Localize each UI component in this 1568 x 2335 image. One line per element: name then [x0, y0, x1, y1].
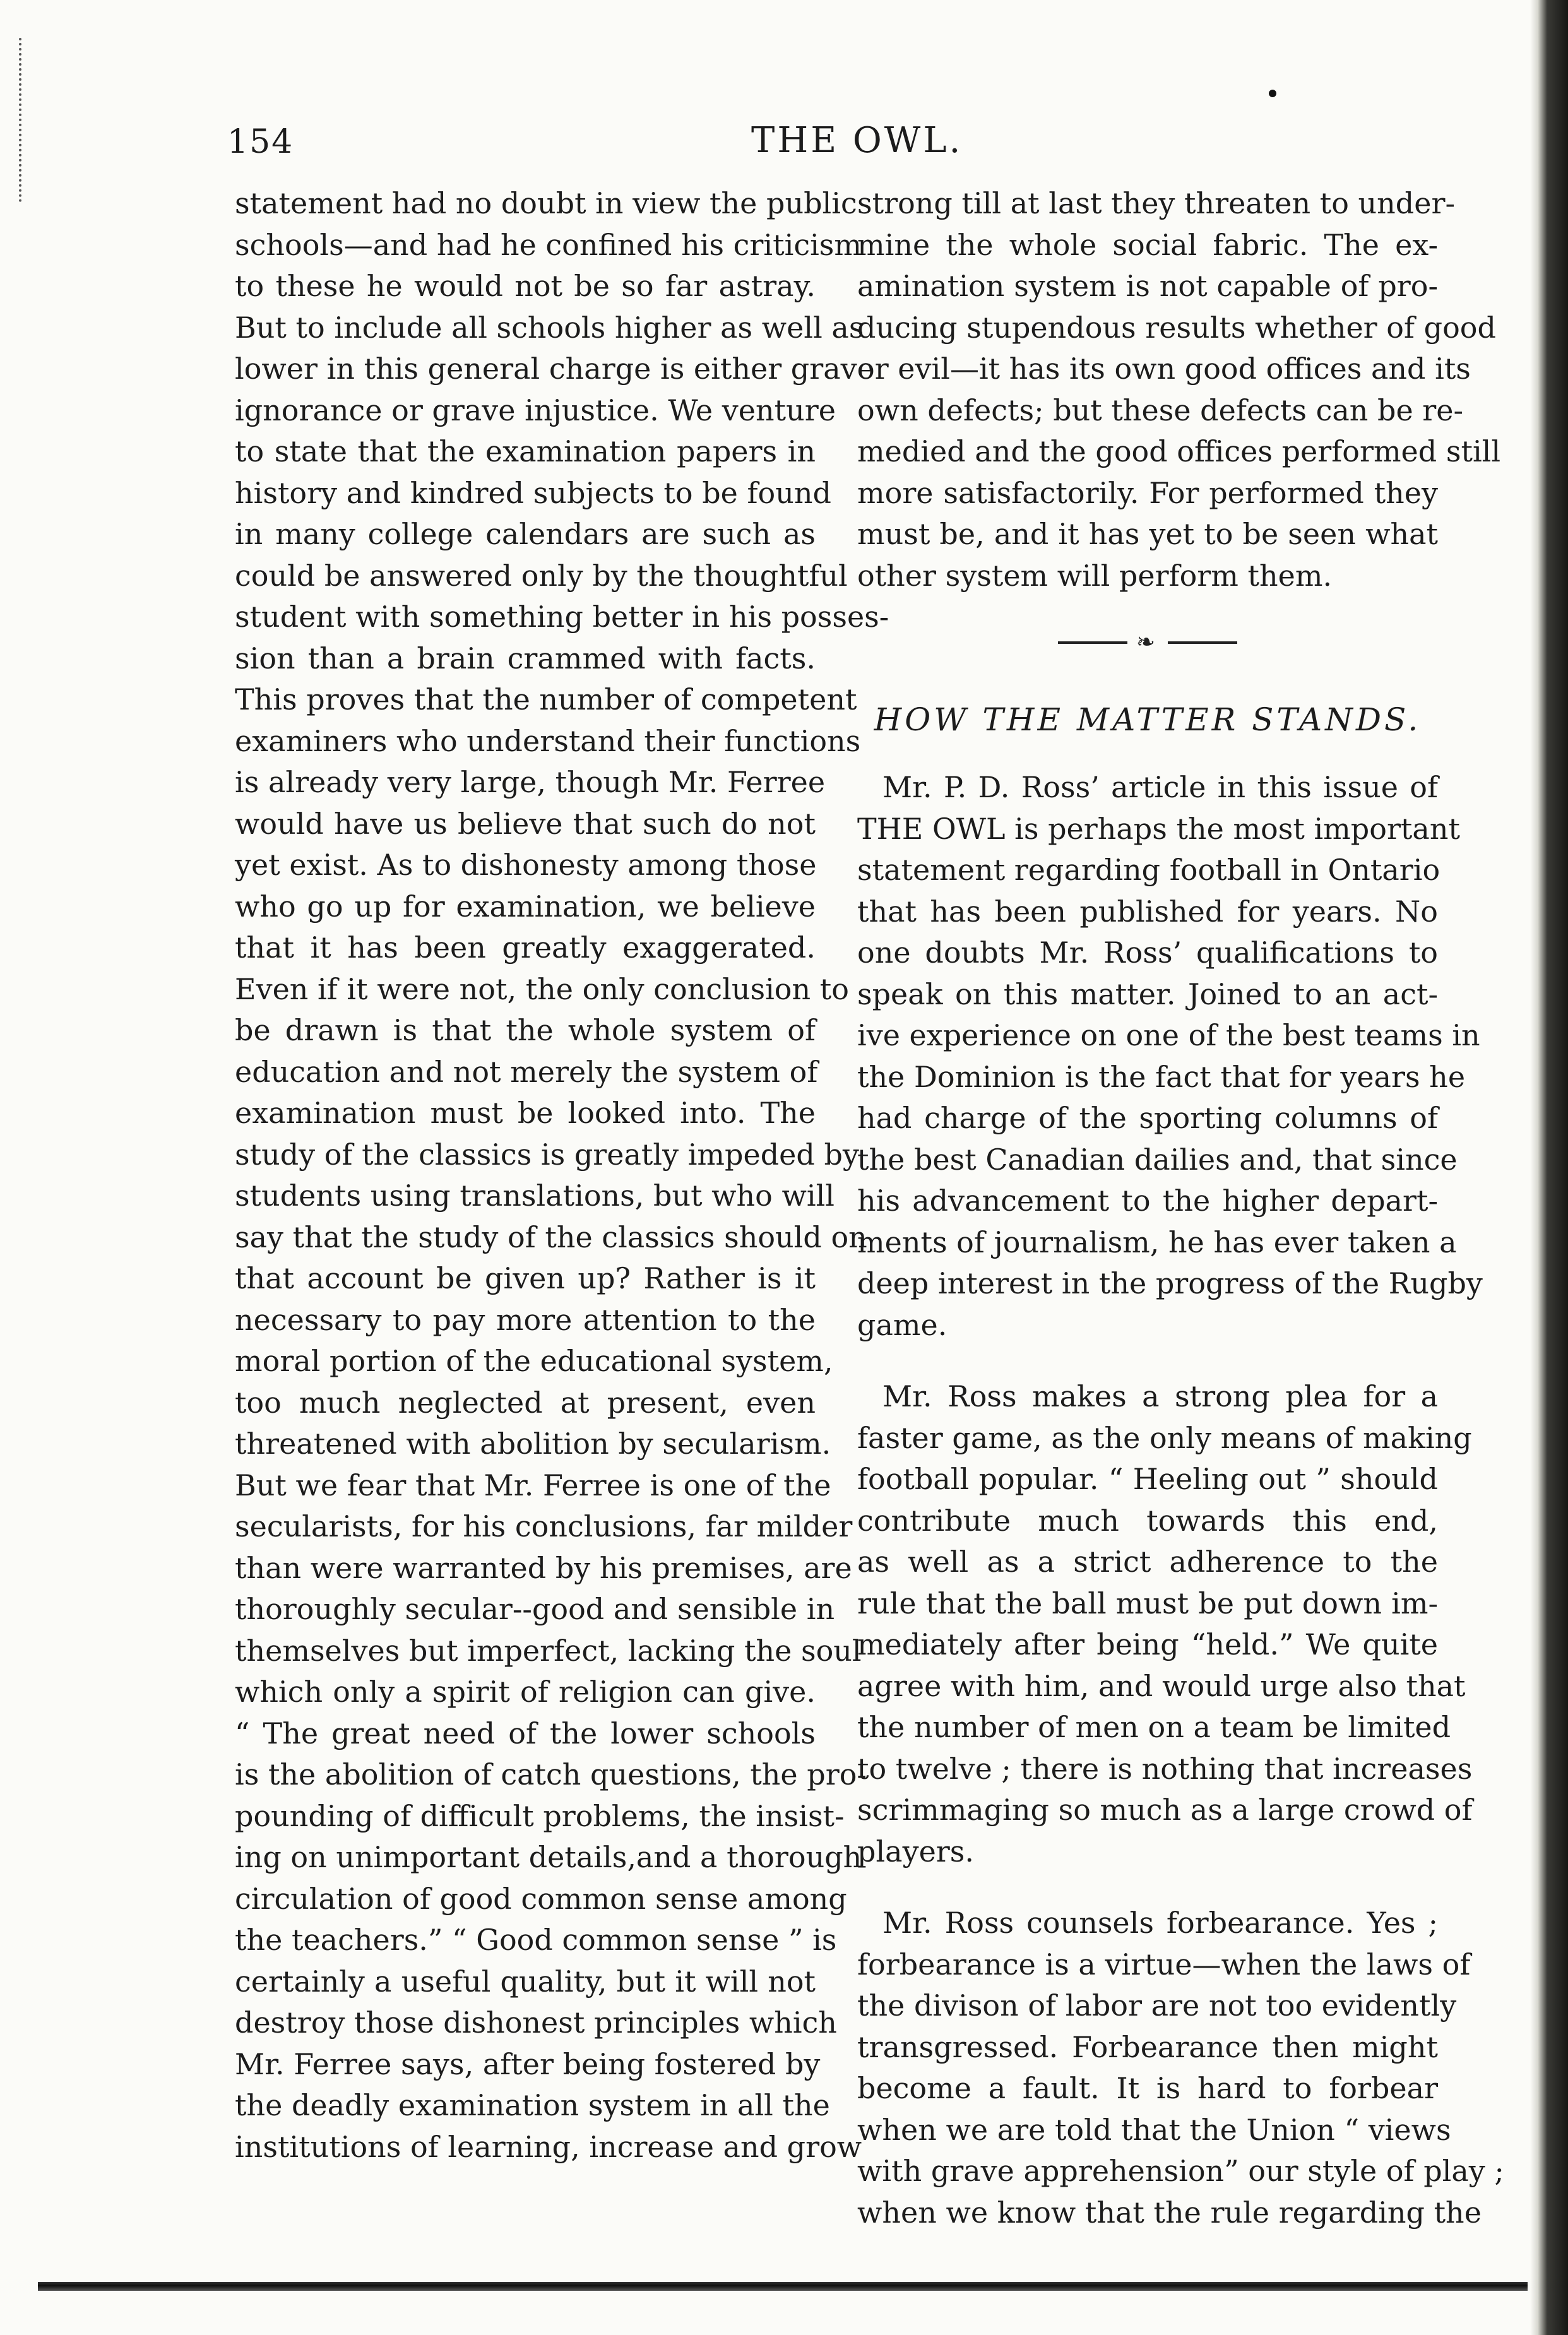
text-line: mine the whole social fabric. The ex-	[857, 227, 1438, 262]
text-line: must be, and it has yet to be seen what	[857, 517, 1438, 551]
text-line: But we fear that Mr. Ferree is one of the	[235, 1468, 831, 1502]
text-line: lower in this general charge is either grave	[235, 352, 874, 386]
text-line: agree with him, and would urge also that	[857, 1668, 1466, 1703]
text-line: examiners who understand their functions	[235, 723, 861, 758]
text-line: would have us believe that such do not	[235, 806, 816, 841]
text-line: secularists, for his conclusions, far milder	[235, 1509, 853, 1543]
text-line: could be answered only by the thoughtful	[235, 558, 848, 593]
text-line: students using translations, but who will	[235, 1179, 835, 1213]
text-line: Mr. Ross makes a strong plea for a	[882, 1379, 1438, 1413]
text-line: study of the classics is greatly impeded by	[235, 1137, 859, 1172]
page-number: 154	[227, 123, 294, 161]
text-line: Mr. Ferree says, after being fostered by	[235, 2047, 821, 2081]
text-line: is the abolition of catch questions, the pro-	[235, 1757, 867, 1791]
text-line: with grave apprehension” our style of play ;	[857, 2154, 1504, 2188]
text-line: become a fault. It is hard to forbear	[857, 2071, 1438, 2105]
text-line: schools—and had he confined his criticism	[235, 227, 862, 262]
text-line: speak on this matter. Joined to an act-	[857, 977, 1438, 1011]
text-line: the deadly examination system in all the	[235, 2088, 830, 2122]
text-line: players.	[857, 1834, 975, 1869]
text-line: But to include all schools higher as well as	[235, 310, 864, 345]
text-line: Mr. Ross counsels forbearance. Yes ;	[882, 1906, 1438, 1940]
text-line: to these he would not be so far astray.	[235, 269, 816, 303]
bottom-edge-rule	[38, 2282, 1528, 2291]
section-heading: HOW THE MATTER STANDS.	[874, 701, 1422, 738]
text-line: examination must be looked into. The	[235, 1096, 816, 1130]
text-line: or evil—it has its own good offices and its	[857, 352, 1471, 386]
text-line: threatened with abolition by secularism.	[235, 1427, 831, 1461]
text-line: be drawn is that the whole system of	[235, 1013, 816, 1047]
text-line: yet exist. As to dishonesty among those	[235, 848, 817, 882]
text-line: medied and the good offices performed still	[857, 434, 1501, 468]
text-line: statement regarding football in Ontario	[857, 853, 1440, 887]
text-line: ive experience on one of the best teams in	[857, 1018, 1480, 1052]
text-line: thoroughly secular--good and sensible in	[235, 1592, 835, 1626]
text-line: ducing stupendous results whether of good	[857, 310, 1496, 345]
right-column	[857, 183, 1504, 2233]
text-line: ments of journalism, he has ever taken a	[857, 1225, 1457, 1259]
text-line: contribute much towards this end,	[857, 1503, 1438, 1538]
text-line: which only a spirit of religion can give.	[235, 1675, 816, 1709]
text-line: when we know that the rule regarding the	[857, 2195, 1482, 2230]
paragraph-faster-game	[857, 1376, 1473, 1872]
section-divider: ❧	[857, 597, 1438, 685]
text-line: when we are told that the Union “ views	[857, 2112, 1451, 2147]
text-line: destroy those dishonest principles which	[235, 2005, 837, 2040]
text-line: that it has been greatly exaggerated.	[235, 930, 816, 965]
text-line: Mr. P. D. Ross’ article in this issue of	[882, 770, 1438, 804]
text-line: education and not merely the system of	[235, 1054, 818, 1089]
text-line: certainly a useful quality, but it will not	[235, 1964, 816, 1999]
text-line: circulation of good common sense among	[235, 1881, 847, 1916]
text-line: sion than a brain crammed with facts.	[235, 641, 816, 675]
text-line: the divison of labor are not too evidently	[857, 1988, 1457, 2023]
right-intro-paragraph	[857, 183, 1501, 597]
text-line: football popular. “ Heeling out ” should	[857, 1462, 1438, 1496]
text-line: to state that the examination papers in	[235, 434, 816, 468]
text-line: deep interest in the progress of the Rugby	[857, 1266, 1483, 1300]
text-line: “ The great need of the lower schools	[235, 1716, 816, 1750]
text-line: too much neglected at present, even	[235, 1385, 816, 1420]
text-line: is already very large, though Mr. Ferree	[235, 765, 826, 799]
text-line: had charge of the sporting columns of	[857, 1101, 1438, 1135]
text-line: pounding of difficult problems, the insist-	[235, 1798, 845, 1833]
text-line: strong till at last they threaten to under-	[857, 186, 1455, 220]
text-line: his advancement to the higher depart-	[857, 1184, 1438, 1218]
text-line: history and kindred subjects to be found	[235, 475, 831, 510]
text-line: the Dominion is the fact that for years he	[857, 1059, 1466, 1094]
text-line: to twelve ; there is nothing that increases	[857, 1751, 1473, 1786]
text-line: that has been published for years. No	[857, 894, 1438, 929]
text-line: the best Canadian dailies and, that since	[857, 1142, 1458, 1177]
text-line: institutions of learning, increase and grow	[235, 2129, 862, 2164]
text-line: necessary to pay more attention to the	[235, 1302, 816, 1337]
text-line: more satisfactorily. For performed they	[857, 475, 1438, 510]
text-line: faster game, as the only means of making	[857, 1420, 1472, 1455]
text-line: that account be given up? Rather is it	[235, 1261, 816, 1295]
text-line: THE OWL is perhaps the most important	[857, 811, 1460, 846]
text-line: transgressed. Forbearance then might	[857, 2029, 1438, 2064]
text-line: other system will perform them.	[857, 558, 1333, 593]
text-line: say that the study of the classics should on	[235, 1220, 867, 1254]
ink-speck	[1269, 90, 1276, 97]
text-line: one doubts Mr. Ross’ qualifications to	[857, 936, 1438, 970]
text-line: ing on unimportant details,and a thorough	[235, 1840, 862, 1874]
text-line: forbearance is a virtue—when the laws of	[857, 1947, 1471, 1981]
text-line: own defects; but these defects can be re-	[857, 393, 1464, 427]
text-line: This proves that the number of competent	[235, 682, 857, 716]
text-line: than were warranted by his premises, are	[235, 1550, 852, 1585]
left-column	[235, 183, 889, 2168]
text-line: rule that the ball must be put down im-	[857, 1586, 1438, 1620]
text-line: Even if it were not, the only conclusion to	[235, 971, 849, 1006]
text-line: who go up for examination, we believe	[235, 889, 816, 924]
text-line: scrimmaging so much as a large crowd of	[857, 1793, 1473, 1827]
text-line: themselves but imperfect, lacking the soul	[235, 1633, 862, 1668]
paragraph-forbearance	[857, 1903, 1504, 2233]
text-line: student with something better in his posses-	[235, 600, 889, 634]
text-line: game.	[857, 1307, 947, 1342]
page-edge-shadow	[1530, 0, 1568, 2335]
running-head-title: THE OWL.	[751, 120, 963, 161]
text-line: statement had no doubt in view the public	[235, 186, 857, 220]
text-line: mediately after being “held.” We quite	[857, 1627, 1438, 1661]
text-line: in many college calendars are such as	[235, 517, 816, 551]
binding-marks	[19, 38, 32, 202]
text-line: as well as a strict adherence to the	[857, 1545, 1438, 1579]
text-line: the number of men on a team be limited	[857, 1710, 1451, 1744]
text-line: ignorance or grave injustice. We venture	[235, 393, 836, 427]
text-line: amination system is not capable of pro-	[857, 269, 1438, 303]
text-line: moral portion of the educational system,	[235, 1344, 833, 1378]
paragraph-ross-article	[857, 767, 1483, 1346]
text-line: the teachers.” “ Good common sense ” is	[235, 1923, 837, 1957]
